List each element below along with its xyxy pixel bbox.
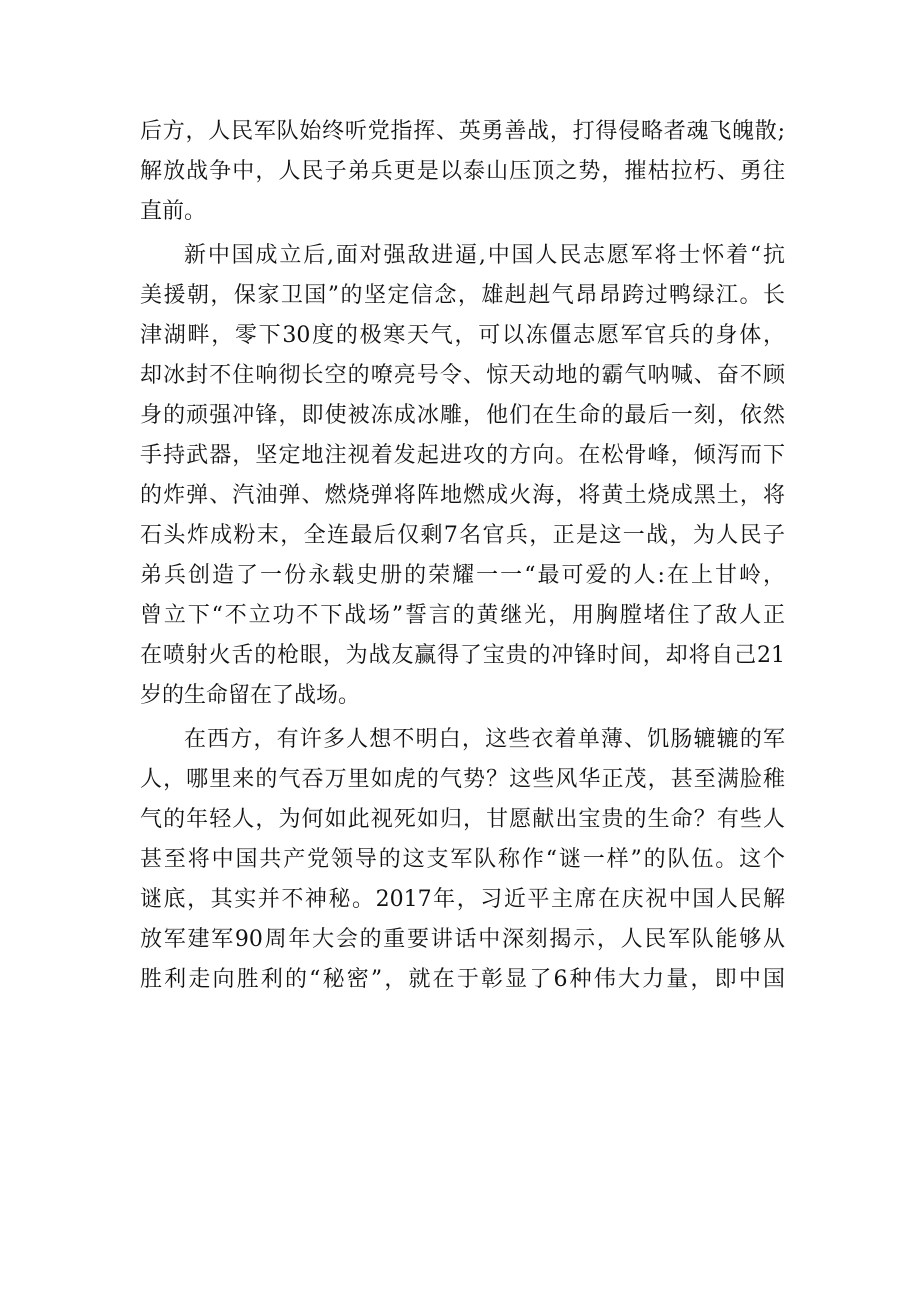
text-line: 的炸弹、汽油弹、燃烧弹将阵地燃成火海，将黄土烧成黑土，将 — [140, 483, 785, 508]
text-line: 新中国成立后,面对强敌进逼,中国人民志愿军将士怀着“抗 — [184, 243, 785, 268]
text-line: 谜底，其实并不神秘。2017年，习近平主席在庆祝中国人民解 — [140, 887, 785, 912]
paragraph — [140, 236, 785, 716]
body-text — [140, 112, 785, 1000]
text-line: 人，哪里来的气吞万里如虎的气势？这些风华正茂，甚至满脸稚 — [140, 767, 785, 792]
text-line: 津湖畔，零下30度的极寒天气，可以冻僵志愿军官兵的身体， — [140, 323, 785, 348]
text-line: 胜利走向胜利的“秘密”，就在于彰显了6种伟大力量，即中国 — [140, 967, 785, 992]
paragraph — [140, 720, 785, 1000]
paragraph — [140, 112, 785, 232]
text-line: 身的顽强冲锋，即使被冻成冰雕，他们在生命的最后一刻，依然 — [140, 403, 785, 428]
text-line: 气的年轻人，为何如此视死如归，甘愿献出宝贵的生命？有些人 — [140, 807, 785, 832]
text-line: 直前。 — [140, 199, 207, 224]
text-line: 美援朝，保家卫国”的坚定信念，雄赳赳气昂昂跨过鸭绿江。长 — [140, 283, 785, 308]
text-line: 石头炸成粉末，全连最后仅剩7名官兵，正是这一战，为人民子 — [140, 523, 785, 548]
text-line: 甚至将中国共产党领导的这支军队称作“谜一样”的队伍。这个 — [140, 847, 785, 872]
text-line: 在西方，有许多人想不明白，这些衣着单薄、饥肠辘辘的军 — [184, 727, 785, 752]
text-line: 在喷射火舌的枪眼，为战友赢得了宝贵的冲锋时间，却将自己21 — [140, 643, 785, 668]
text-line: 弟兵创造了一份永载史册的荣耀一一“最可爱的人:在上甘岭， — [140, 563, 785, 588]
text-line: 放军建军90周年大会的重要讲话中深刻揭示，人民军队能够从 — [140, 927, 785, 952]
text-line: 手持武器，坚定地注视着发起进攻的方向。在松骨峰，倾泻而下 — [140, 443, 785, 468]
text-line: 却冰封不住响彻长空的嘹亮号令、惊天动地的霸气呐喊、奋不顾 — [140, 363, 785, 388]
text-line: 岁的生命留在了战场。 — [140, 683, 361, 708]
text-line: 曾立下“不立功不下战场”誓言的黄继光，用胸膛堵住了敌人正 — [140, 603, 785, 628]
text-line: 解放战争中，人民子弟兵更是以泰山压顶之势，摧枯拉朽、勇往 — [140, 159, 785, 184]
text-line: 后方，人民军队始终听党指挥、英勇善战，打得侵略者魂飞魄散; — [140, 119, 785, 144]
